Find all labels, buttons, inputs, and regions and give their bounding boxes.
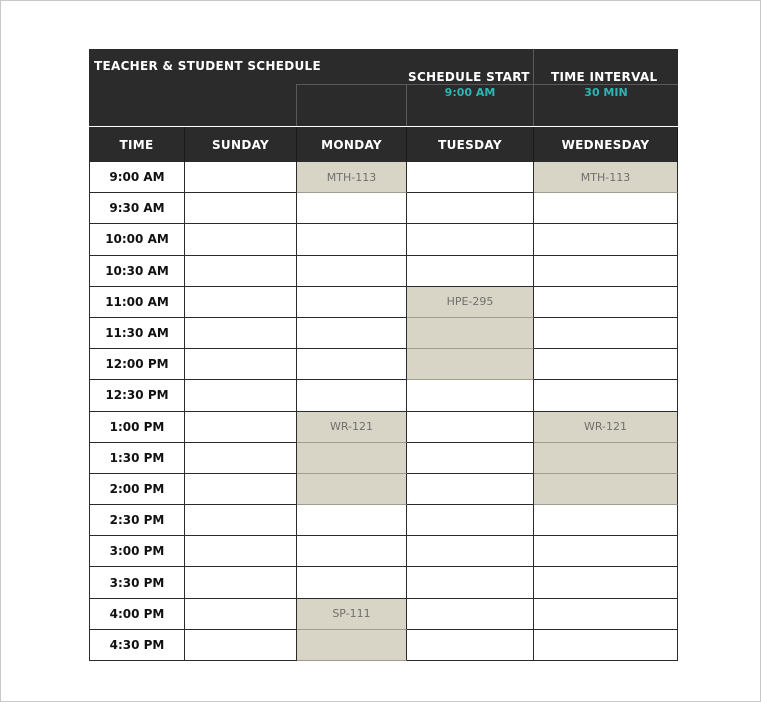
column-header-monday: MONDAY: [297, 127, 407, 162]
time-cell: 1:00 PM: [89, 412, 185, 443]
schedule-cell-tuesday[interactable]: HPE-295: [407, 287, 534, 318]
schedule-cell-wednesday[interactable]: [534, 599, 678, 630]
schedule-cell-monday[interactable]: [297, 287, 407, 318]
schedule-cell-sunday[interactable]: [185, 474, 297, 505]
schedule-cell-tuesday[interactable]: [407, 224, 534, 255]
schedule-cell-tuesday[interactable]: [407, 536, 534, 567]
schedule-cell-monday[interactable]: [297, 536, 407, 567]
table-row: [89, 318, 678, 349]
table-row: [89, 536, 678, 567]
day-header-row: [89, 126, 678, 162]
time-cell: 11:00 AM: [89, 287, 185, 318]
schedule-cell-monday[interactable]: [297, 256, 407, 287]
schedule-cell-tuesday[interactable]: [407, 349, 534, 380]
time-cell: 4:00 PM: [89, 599, 185, 630]
table-row: [89, 162, 678, 193]
schedule-cell-sunday[interactable]: [185, 256, 297, 287]
schedule-cell-monday[interactable]: [297, 193, 407, 224]
schedule-cell-tuesday[interactable]: [407, 599, 534, 630]
column-header-wednesday: WEDNESDAY: [534, 127, 678, 162]
schedule-cell-wednesday[interactable]: [534, 567, 678, 598]
schedule-cell-sunday[interactable]: [185, 162, 297, 193]
schedule-title: TEACHER & STUDENT SCHEDULE: [94, 59, 321, 73]
table-row: [89, 412, 678, 443]
schedule-cell-wednesday[interactable]: [534, 318, 678, 349]
header-divider: [296, 84, 297, 126]
schedule-cell-wednesday[interactable]: [534, 505, 678, 536]
schedule-cell-sunday[interactable]: [185, 599, 297, 630]
schedule-cell-wednesday[interactable]: [534, 349, 678, 380]
schedule-cell-wednesday[interactable]: [534, 224, 678, 255]
schedule-sheet: [89, 49, 678, 661]
schedule-cell-wednesday[interactable]: [534, 256, 678, 287]
time-cell: 11:30 AM: [89, 318, 185, 349]
table-row: [89, 287, 678, 318]
schedule-cell-wednesday[interactable]: [534, 193, 678, 224]
schedule-cell-monday[interactable]: [297, 474, 407, 505]
schedule-cell-tuesday[interactable]: [407, 443, 534, 474]
schedule-cell-wednesday[interactable]: WR-121: [534, 412, 678, 443]
schedule-cell-tuesday[interactable]: [407, 256, 534, 287]
time-cell: 12:30 PM: [89, 380, 185, 411]
schedule-cell-wednesday[interactable]: [534, 287, 678, 318]
schedule-cell-monday[interactable]: MTH-113: [297, 162, 407, 193]
schedule-grid: [89, 162, 678, 661]
schedule-cell-sunday[interactable]: [185, 349, 297, 380]
schedule-cell-sunday[interactable]: [185, 443, 297, 474]
time-cell: 3:00 PM: [89, 536, 185, 567]
schedule-cell-sunday[interactable]: [185, 412, 297, 443]
table-row: [89, 505, 678, 536]
table-row: [89, 630, 678, 661]
time-cell: 2:00 PM: [89, 474, 185, 505]
time-cell: 2:30 PM: [89, 505, 185, 536]
table-row: [89, 380, 678, 411]
schedule-cell-monday[interactable]: [297, 505, 407, 536]
time-interval-label: TIME INTERVAL: [551, 70, 658, 84]
table-row: [89, 224, 678, 255]
schedule-start-value[interactable]: 9:00 AM: [444, 86, 496, 99]
schedule-cell-tuesday[interactable]: [407, 505, 534, 536]
schedule-cell-tuesday[interactable]: [407, 567, 534, 598]
column-header-tuesday: TUESDAY: [407, 127, 534, 162]
time-cell: 3:30 PM: [89, 567, 185, 598]
schedule-cell-monday[interactable]: [297, 318, 407, 349]
schedule-cell-wednesday[interactable]: [534, 474, 678, 505]
header-divider: [296, 84, 678, 85]
column-header-sunday: SUNDAY: [185, 127, 297, 162]
schedule-cell-wednesday[interactable]: [534, 443, 678, 474]
table-row: [89, 193, 678, 224]
table-row: [89, 443, 678, 474]
table-row: [89, 349, 678, 380]
time-cell: 10:30 AM: [89, 256, 185, 287]
table-row: [89, 256, 678, 287]
time-cell: 12:00 PM: [89, 349, 185, 380]
schedule-cell-sunday[interactable]: [185, 380, 297, 411]
schedule-cell-wednesday[interactable]: [534, 380, 678, 411]
schedule-cell-sunday[interactable]: [185, 630, 297, 661]
schedule-cell-monday[interactable]: SP-111: [297, 599, 407, 630]
schedule-cell-tuesday[interactable]: [407, 474, 534, 505]
schedule-cell-sunday[interactable]: [185, 505, 297, 536]
time-cell: 9:00 AM: [89, 162, 185, 193]
time-cell: 10:00 AM: [89, 224, 185, 255]
schedule-cell-sunday[interactable]: [185, 287, 297, 318]
schedule-cell-monday[interactable]: [297, 349, 407, 380]
schedule-cell-wednesday[interactable]: MTH-113: [534, 162, 678, 193]
time-cell: 1:30 PM: [89, 443, 185, 474]
schedule-cell-sunday[interactable]: [185, 536, 297, 567]
table-row: [89, 474, 678, 505]
schedule-cell-tuesday[interactable]: [407, 318, 534, 349]
schedule-cell-monday[interactable]: [297, 443, 407, 474]
schedule-cell-sunday[interactable]: [185, 224, 297, 255]
time-interval-value[interactable]: 30 MIN: [584, 86, 628, 99]
schedule-cell-tuesday[interactable]: [407, 412, 534, 443]
schedule-cell-tuesday[interactable]: [407, 193, 534, 224]
schedule-cell-tuesday[interactable]: [407, 380, 534, 411]
table-row: [89, 599, 678, 630]
time-cell: 9:30 AM: [89, 193, 185, 224]
schedule-cell-tuesday[interactable]: [407, 630, 534, 661]
schedule-cell-monday[interactable]: [297, 380, 407, 411]
schedule-cell-tuesday[interactable]: [407, 162, 534, 193]
column-header-time: TIME: [89, 127, 185, 162]
schedule-cell-sunday[interactable]: [185, 318, 297, 349]
schedule-start-label: SCHEDULE START: [408, 70, 530, 84]
schedule-cell-monday[interactable]: WR-121: [297, 412, 407, 443]
time-cell: 4:30 PM: [89, 630, 185, 661]
schedule-header: [89, 49, 678, 126]
schedule-cell-sunday[interactable]: [185, 193, 297, 224]
table-row: [89, 567, 678, 598]
schedule-cell-monday[interactable]: [297, 224, 407, 255]
schedule-cell-monday[interactable]: [297, 567, 407, 598]
schedule-cell-monday[interactable]: [297, 630, 407, 661]
schedule-cell-wednesday[interactable]: [534, 536, 678, 567]
schedule-cell-wednesday[interactable]: [534, 630, 678, 661]
schedule-cell-sunday[interactable]: [185, 567, 297, 598]
